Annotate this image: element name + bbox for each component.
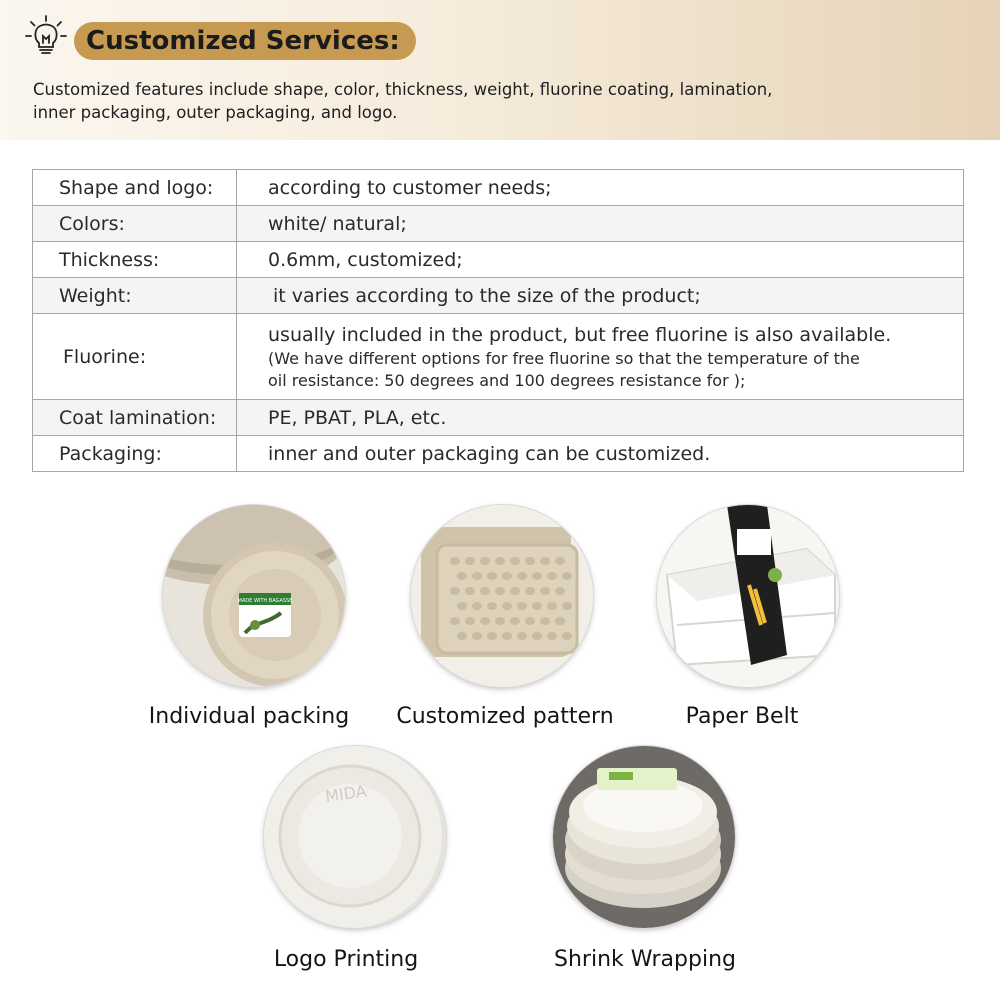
tray-emboss-dot: [547, 602, 557, 610]
tray-emboss-dot: [525, 617, 535, 625]
lightbulb-icon: [24, 14, 68, 58]
paper-belt-photo: [657, 505, 839, 687]
tray-emboss-dot: [487, 572, 497, 580]
tray-emboss-dot: [472, 632, 482, 640]
spec-value: [237, 278, 964, 314]
tray-emboss-dot: [532, 632, 542, 640]
tray-emboss-dot: [547, 632, 557, 640]
tray-emboss-dot: [517, 632, 527, 640]
spec-value-text: usually included in the product, but free fluorine is also available.: [268, 323, 892, 346]
tray-emboss-dot: [562, 572, 572, 580]
spec-value: PE, PBAT, PLA, etc.: [237, 400, 964, 436]
tray-emboss-dot: [495, 557, 505, 565]
tray-emboss-dot: [562, 632, 572, 640]
caption-paper-belt: Paper Belt: [685, 704, 799, 729]
spec-label: Fluorine:: [33, 314, 237, 400]
tray-emboss-dot: [532, 572, 542, 580]
tray-emboss-dot: [465, 587, 475, 595]
tray-emboss-dot: [547, 572, 557, 580]
tray-emboss-dot: [540, 617, 550, 625]
tray-emboss-dot: [517, 602, 527, 610]
tray-emboss-dot: [450, 617, 460, 625]
tray-emboss-dot: [502, 632, 512, 640]
spec-value: according to customer needs;: [237, 170, 964, 206]
spec-label: Packaging:: [33, 436, 237, 472]
table-row: [33, 314, 964, 400]
tray-emboss-dot: [480, 557, 490, 565]
spec-table: [32, 169, 964, 472]
tray-emboss-dot: [480, 587, 490, 595]
tray-emboss-dot: [510, 587, 520, 595]
tray-emboss-dot: [495, 587, 505, 595]
table-row: [33, 242, 964, 278]
customized-pattern-photo: [411, 505, 593, 687]
tray-emboss-dot: [465, 557, 475, 565]
spec-label: Coat lamination:: [33, 400, 237, 436]
table-row: [33, 278, 964, 314]
tray-emboss-dot: [472, 602, 482, 610]
shrink-wrapping-photo: [553, 746, 735, 928]
tray-emboss-dot: [555, 617, 565, 625]
tray-emboss-dot: [540, 587, 550, 595]
table-row: [33, 436, 964, 472]
caption-logo-printing: Logo Printing: [273, 947, 419, 972]
embossed-logo-text: MIDA: [323, 781, 368, 806]
intro-text: Customized features include shape, color, thickness, weight, fluorine coating, lamination, inner packaging, outer packaging, and logo.: [33, 80, 773, 122]
header-banner: [0, 0, 1000, 140]
caption-shrink-wrapping: Shrink Wrapping: [554, 947, 736, 972]
spec-value: white/ natural;: [237, 206, 964, 242]
tray-emboss-dot: [480, 617, 490, 625]
tray-emboss-dot: [525, 587, 535, 595]
tray-emboss-dot: [562, 602, 572, 610]
table-row: [33, 206, 964, 242]
spec-value: inner and outer packaging can be customized.: [237, 436, 964, 472]
plate-label-text: MADE WITH BAGASSE: [237, 598, 293, 604]
caption-customized-pattern: Customized pattern: [396, 704, 614, 729]
tray-emboss-dot: [457, 632, 467, 640]
individual-packing-photo: [163, 505, 345, 687]
logo-printing-photo: [264, 746, 446, 928]
spec-note: (We have different options for free fluorine so that the temperature of the oil resistance: 50 degrees and 100 degrees resistance for );: [268, 348, 860, 390]
tray-emboss-dot: [457, 572, 467, 580]
tray-emboss-dot: [555, 587, 565, 595]
tray-emboss-dot: [472, 572, 482, 580]
tray-emboss-dot: [517, 572, 527, 580]
spec-value: 0.6mm, customized;: [237, 242, 964, 278]
tray-emboss-dot: [450, 587, 460, 595]
spec-value-text: it varies according to the size of the product;: [273, 284, 701, 307]
tray-emboss-dot: [502, 602, 512, 610]
table-row: [33, 400, 964, 436]
tray-emboss-dot: [555, 557, 565, 565]
tray-emboss-dot: [532, 602, 542, 610]
tray-emboss-dot: [450, 557, 460, 565]
tray-emboss-dot: [465, 617, 475, 625]
spec-label: Shape and logo:: [33, 170, 237, 206]
section-title-badge: Customized Services:: [74, 22, 416, 60]
tray-emboss-dot: [525, 557, 535, 565]
tray-emboss-dot: [487, 602, 497, 610]
caption-individual-packing: Individual packing: [148, 704, 350, 729]
spec-label: Weight:: [33, 278, 237, 314]
tray-emboss-dot: [502, 572, 512, 580]
tray-emboss-dot: [540, 557, 550, 565]
spec-value: [237, 314, 964, 400]
tray-emboss-dot: [457, 602, 467, 610]
spec-label: Thickness:: [33, 242, 237, 278]
tray-emboss-dot: [510, 557, 520, 565]
tray-emboss-dot: [510, 617, 520, 625]
tray-emboss-dot: [495, 617, 505, 625]
spec-label: Colors:: [33, 206, 237, 242]
tray-emboss-dot: [487, 632, 497, 640]
table-row: [33, 170, 964, 206]
